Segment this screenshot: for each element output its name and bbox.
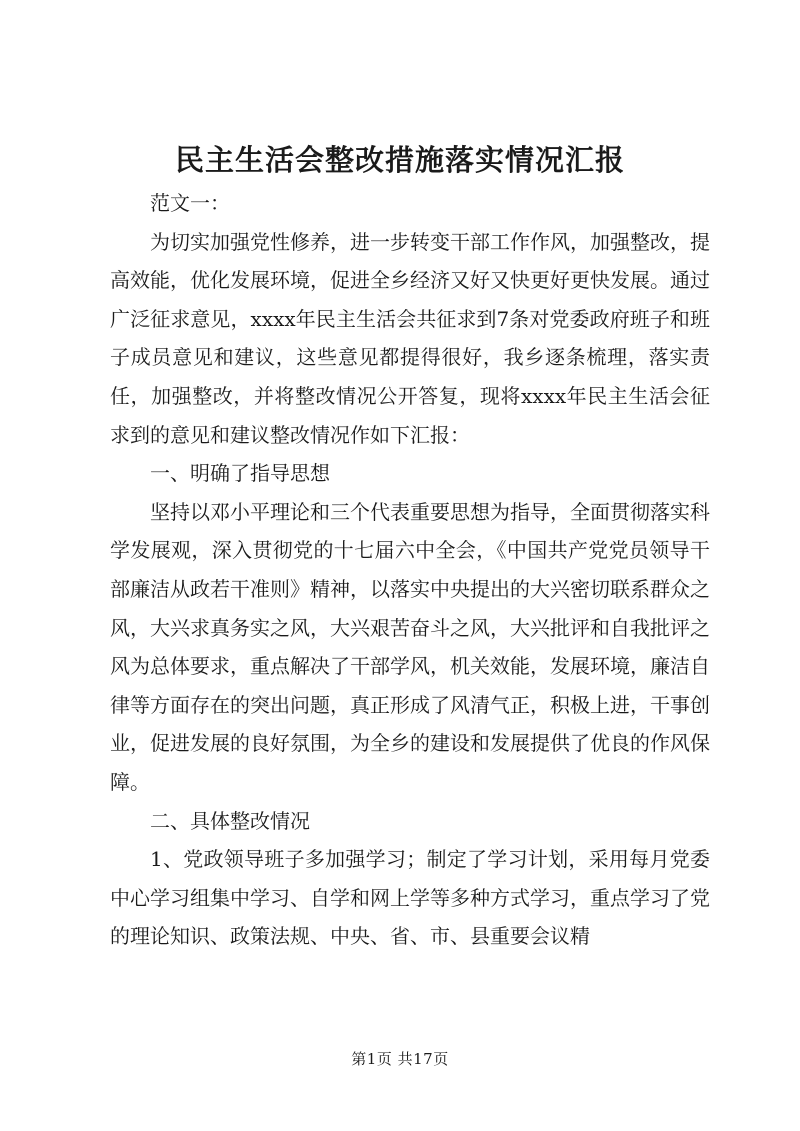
- paragraph-intro: 为切实加强党性修养，进一步转变干部工作作风，加强整改，提高效能，优化发展环境，促进全乡经济又好又快更好更快发展。通过广泛征求意见，xxxx年民主生活会共征求到7条对党委政府班子和班子成员意见和建议，这些意见都提得很好，我乡逐条梳理，落实责任，加强整改，并将整改情况公开答复，现将xxxx年民主生活会征求到的意见和建议整改情况作如下汇报：: [110, 229, 710, 447]
- paragraph-guiding-thought: 坚持以邓小平理论和三个代表重要思想为指导，全面贯彻落实科学发展观，深入贯彻党的十七届六中全会，《中国共产党党员领导干部廉洁从政若干准则》精神，以落实中央提出的大兴密切联系群众之风，大兴求真务实之风，大兴艰苦奋斗之风，大兴批评和自我批评之风为总体要求，重点解决了干部学风，机关效能，发展环境，廉洁自律等方面存在的突出问题，真正形成了风清气正，积极上进，干事创业，促进发展的良好氛围，为全乡的建设和发展提供了优良的作风保障。: [110, 499, 710, 794]
- section-heading-rectification: 二、具体整改情况: [150, 808, 310, 833]
- paragraph-rectification-1: 1、党政领导班子多加强学习；制定了学习计划，采用每月党委中心学习组集中学习、自学和网上学等多种方式学习，重点学习了党的理论知识、政策法规、中央、省、市、县重要会议精: [110, 847, 710, 949]
- document-body: [110, 184, 710, 956]
- page-number-footer: 第1页 共17页: [351, 1050, 449, 1068]
- section-heading-guiding-thought: 一、明确了指导思想: [150, 461, 330, 486]
- document-title: 民主生活会整改措施落实情况汇报: [174, 143, 625, 177]
- paragraph-sample-label: 范文一：: [150, 191, 230, 215]
